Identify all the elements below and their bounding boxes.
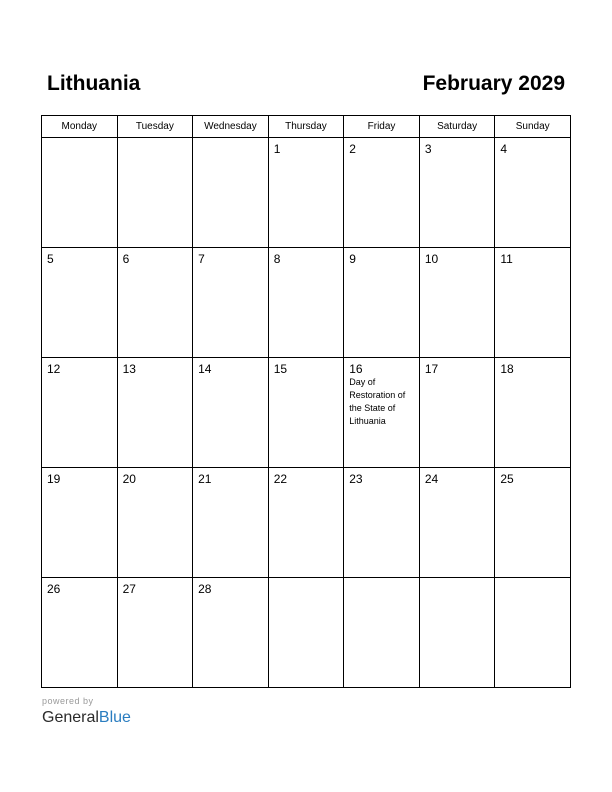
day-number: 20 <box>122 472 136 486</box>
day-cell <box>42 468 118 578</box>
weekday-header: Wednesday <box>193 116 269 138</box>
holiday-label: Day of Restoration of the State of Lithuania <box>349 377 406 426</box>
day-cell <box>495 468 571 578</box>
footer-branding <box>42 696 131 728</box>
week-row <box>42 358 571 468</box>
day-number: 16 <box>349 362 363 376</box>
day-cell <box>42 138 118 248</box>
day-number: 12 <box>47 362 61 376</box>
day-number: 2 <box>349 142 356 156</box>
day-number: 28 <box>198 582 212 596</box>
month-title: February 2029 <box>422 72 565 95</box>
day-number: 22 <box>273 472 288 486</box>
weekday-header: Thursday <box>268 116 344 138</box>
day-number: 6 <box>122 252 130 266</box>
day-cell <box>42 248 118 358</box>
day-cell <box>117 468 193 578</box>
weekday-header: Sunday <box>495 116 571 138</box>
day-cell <box>193 578 269 688</box>
day-number: 8 <box>273 252 281 266</box>
calendar-grid <box>41 115 571 688</box>
day-cell <box>193 248 269 358</box>
day-cell <box>495 248 571 358</box>
country-title: Lithuania <box>47 72 141 95</box>
day-cell-holiday <box>344 358 420 468</box>
weekday-header-row <box>42 116 571 138</box>
day-number: 26 <box>47 582 61 596</box>
day-cell <box>268 248 344 358</box>
weekday-header: Tuesday <box>117 116 193 138</box>
day-number: 18 <box>500 362 514 376</box>
day-cell <box>495 578 571 688</box>
day-cell <box>495 358 571 468</box>
day-number: 24 <box>424 472 439 486</box>
day-cell <box>344 578 420 688</box>
day-cell <box>117 358 193 468</box>
week-row <box>42 248 571 358</box>
day-cell <box>42 578 118 688</box>
day-cell <box>193 358 269 468</box>
day-number: 5 <box>47 252 54 266</box>
day-number <box>118 138 193 142</box>
week-row <box>42 578 571 688</box>
day-number: 11 <box>500 252 513 266</box>
day-number: 14 <box>198 362 212 376</box>
day-number: 17 <box>424 362 439 376</box>
day-cell <box>268 138 344 248</box>
day-number: 9 <box>349 252 356 266</box>
day-cell <box>193 138 269 248</box>
day-number: 27 <box>122 582 136 596</box>
day-number: 1 <box>273 142 281 156</box>
day-cell <box>419 578 495 688</box>
brand-logo[interactable] <box>42 708 131 728</box>
weekday-header: Friday <box>344 116 420 138</box>
day-number <box>420 578 495 582</box>
day-cell <box>344 468 420 578</box>
powered-by-label: powered by <box>42 696 94 706</box>
day-cell <box>117 578 193 688</box>
day-cell <box>117 138 193 248</box>
day-number: 15 <box>273 362 288 376</box>
day-cell <box>268 578 344 688</box>
day-number <box>269 578 344 582</box>
day-number: 25 <box>500 472 514 486</box>
day-number: 23 <box>349 472 363 486</box>
weekday-header: Saturday <box>419 116 495 138</box>
day-cell <box>268 468 344 578</box>
day-number: 3 <box>424 142 432 156</box>
day-number: 21 <box>198 472 212 486</box>
day-number: 7 <box>198 252 205 266</box>
day-number <box>193 138 268 142</box>
day-number <box>42 138 117 142</box>
brand-name-part2: Blue <box>98 709 131 726</box>
day-cell <box>344 248 420 358</box>
day-cell <box>419 138 495 248</box>
day-number: 4 <box>500 142 508 156</box>
day-cell <box>344 138 420 248</box>
day-number: 10 <box>424 252 439 266</box>
day-cell <box>419 468 495 578</box>
week-row <box>42 138 571 248</box>
day-cell <box>117 248 193 358</box>
weekday-header: Monday <box>42 116 118 138</box>
brand-name-part1: General <box>42 709 99 726</box>
day-number: 13 <box>122 362 136 376</box>
day-cell <box>495 138 571 248</box>
day-number: 19 <box>47 472 61 486</box>
day-cell <box>42 358 118 468</box>
week-row <box>42 468 571 578</box>
day-cell <box>419 358 495 468</box>
day-cell <box>193 468 269 578</box>
day-number <box>495 578 570 582</box>
day-number <box>344 578 419 582</box>
day-cell <box>268 358 344 468</box>
day-cell <box>419 248 495 358</box>
